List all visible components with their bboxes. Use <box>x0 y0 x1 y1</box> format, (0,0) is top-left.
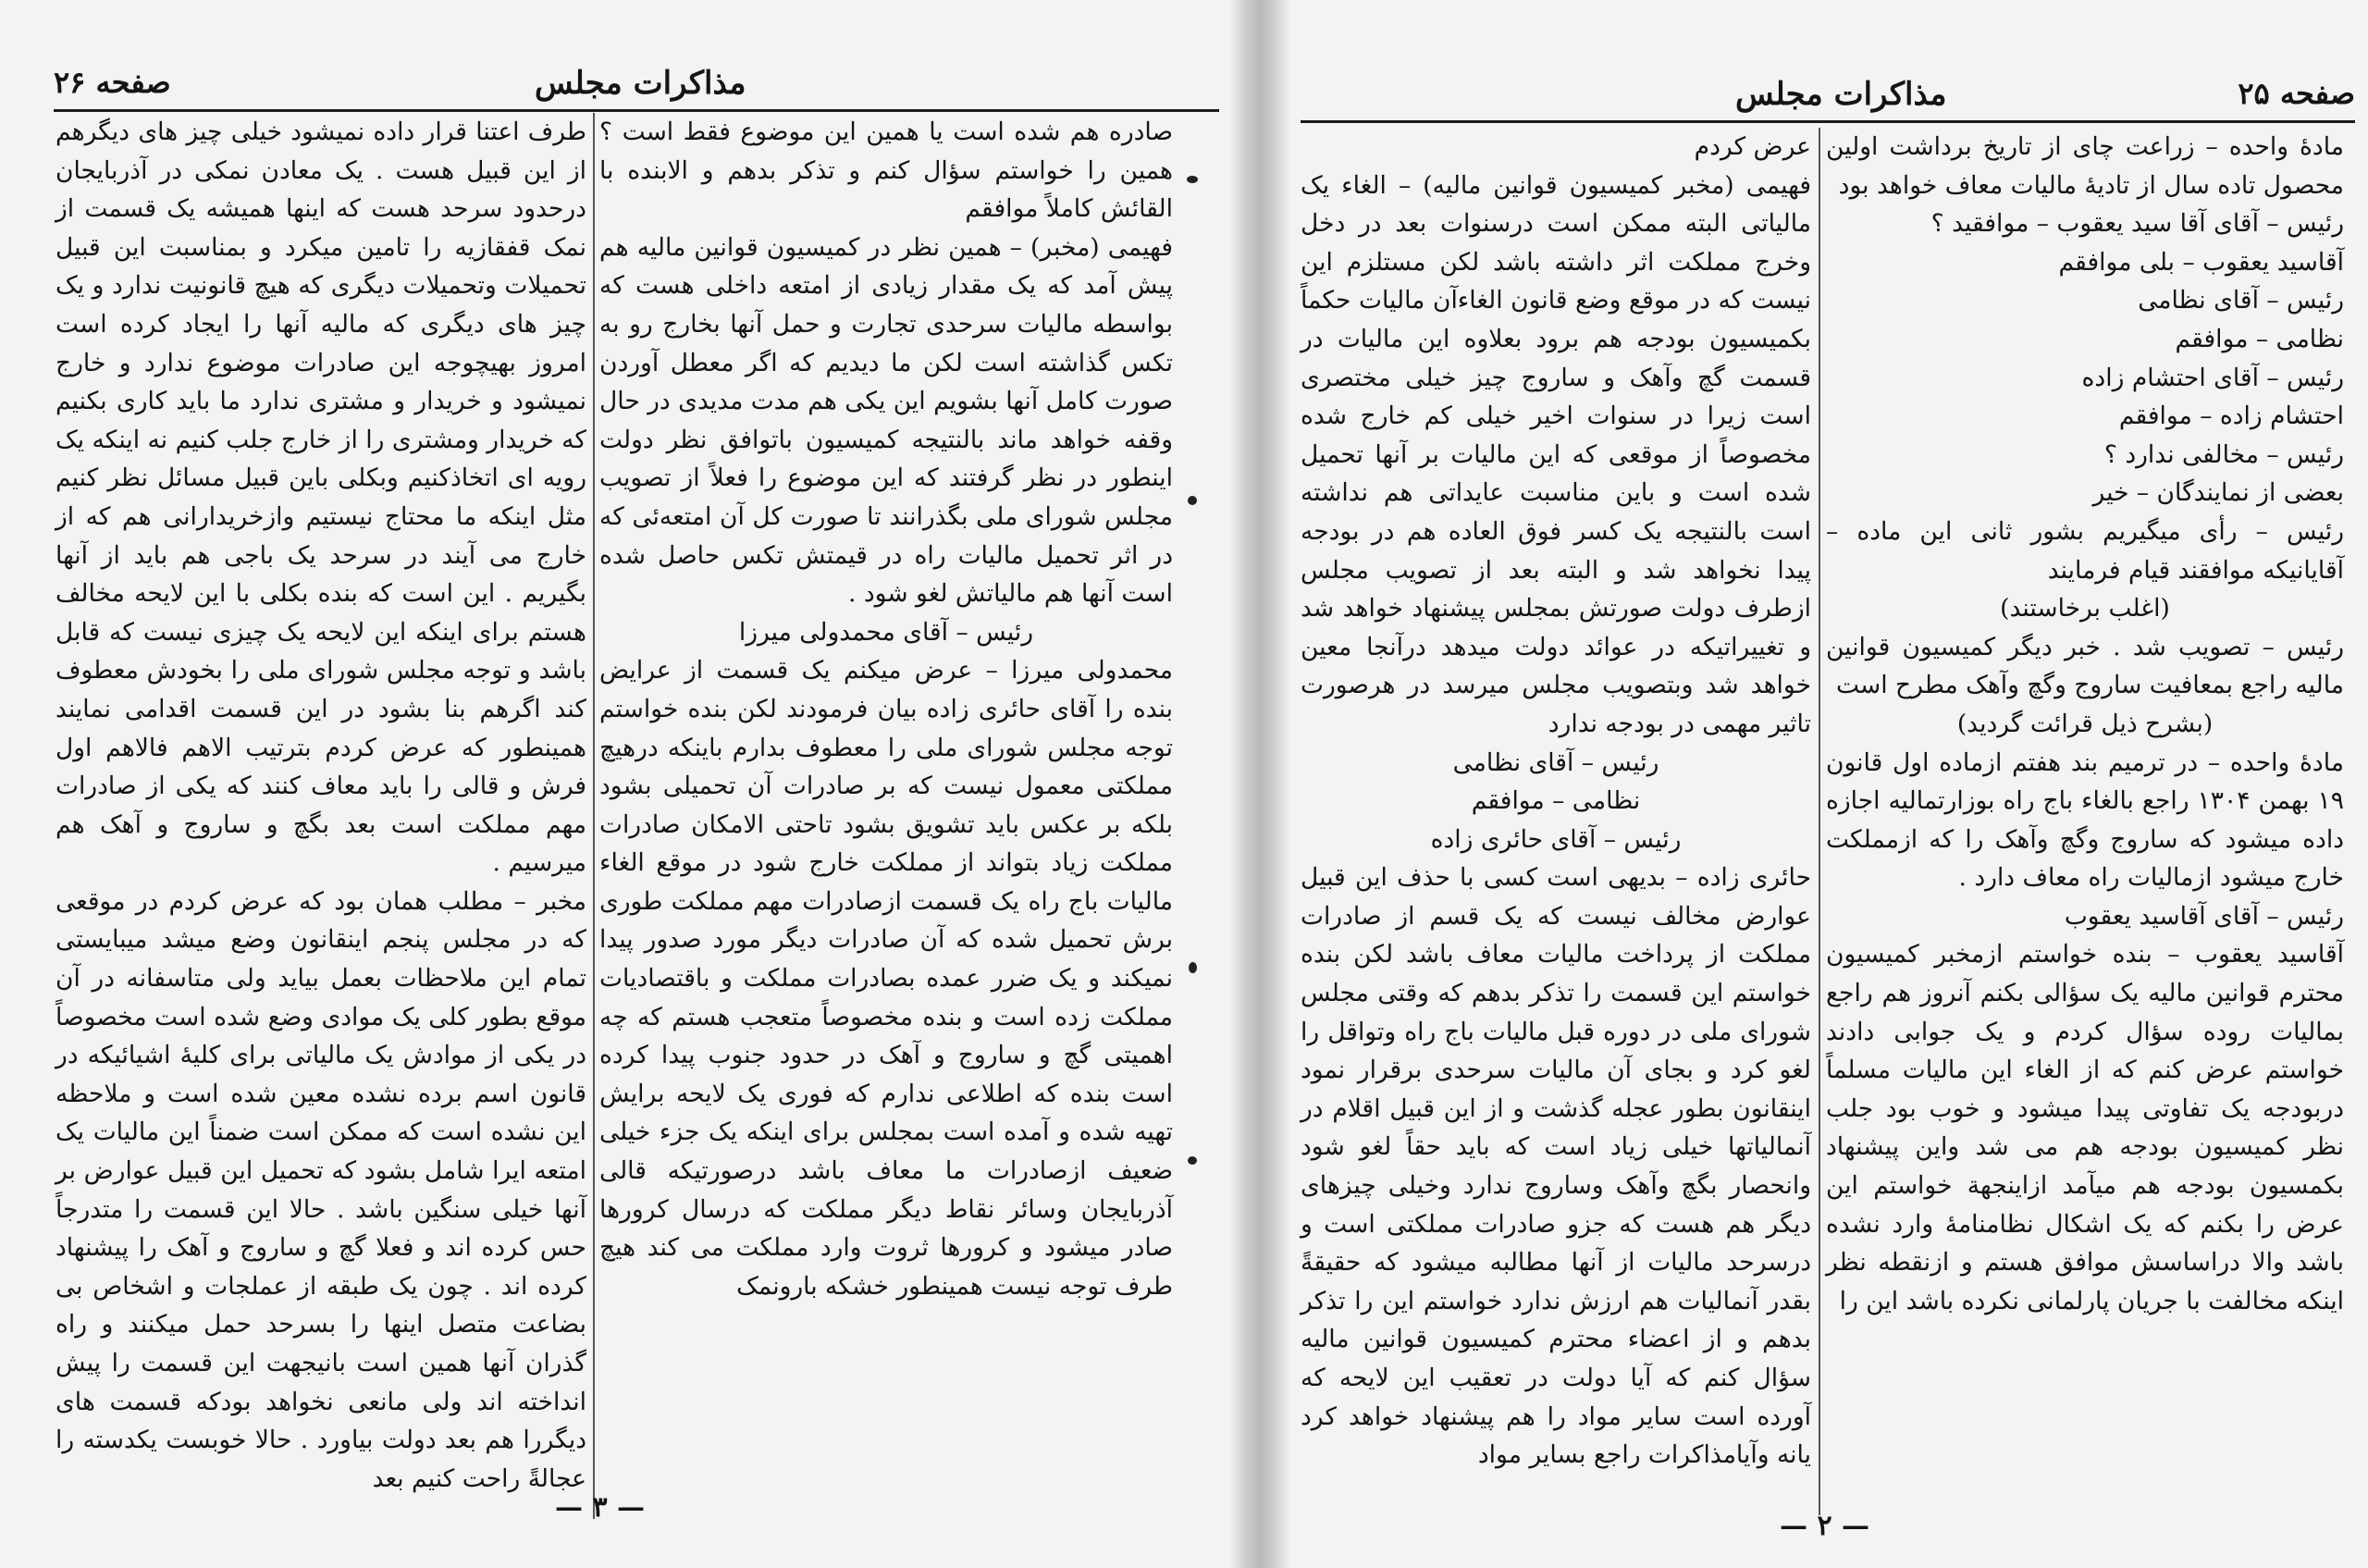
running-title: مذاکرات مجلس <box>535 65 746 102</box>
paragraph: فهیمی (مخبر کمیسیون قوانین مالیه) – الغاء یک مالیاتی البته ممکن است درسنوات بعد در دخل وخرج مملکت اثر داشته باشد لکن مستلزم این نیست که در موقع وضع قانون الغاءآن مالیات حکماً بکمیسیون بودجه هم برود بعلاوه این مالیات در قسمت گچ وآهک و ساروج چیز خیلی مختصری است زیرا در سنوات اخیر خیلی کم خارج شده مخصوصاً از موقعی که این مالیات بر آنها تحمیل شده است و باین مناسبت عایداتی هم نداشته است بالنتیجه یک کسر فوق العاده هم در بودجه پیدا نخواهد شد و البته بعد از تصویب مجلس ازطرف دولت صورتش بمجلس پیشنهاد خواهد شد و تغییراتیکه در عوائد دولت میدهد درآنجا معین خواهد شد وبتصویب مجلس میرسد در هرصورت تاثیر مهمی در بودجه ندارد <box>1301 170 1811 738</box>
paragraph: محمدولی میرزا – عرض میکنم یک قسمت از عرایض بنده را آقای حائری زاده بیان فرمودند لکن بنده خواستم توجه مجلس شورای ملی را معطوف بدارم باینکه درهیچ مملکتی معمول نیست که بر صادرات آن تحمیلی بشود بلکه بر عکس باید تشویق بشود تاحتی الامکان صادرات مملکت زیاد بتواند از مملکت خارج شود در موقع الغاء مالیات باج راه یک قسمت ازصادرات مهم مملکت طوری برش تحمیل شده که آن صادرات دیگر مورد صدور پیدا نمیکند و یک ضرر عمده بصادرات مملکت و باقتصادیات مملکت زده است و بنده مخصوصاً متعجب هستم که چه اهمیتی گچ و ساروج و آهک در حدود جنوب پیدا کرده است بنده که اطلاعی ندارم که فوری یک لایحه برایش تهیه شده و آمده است بمجلس برای اینکه یک جزء خیلی ضعیف ازصادرات ما معاف باشد درصورتیکه قالی آذربایجان وسائر نقاط دیگر مملکت که درسال کرورها صادر میشود و کرورها ثروت وارد مملکت می کند هیچ طرف توجه نیست همینطور خشکه بارونمک <box>599 656 1173 1301</box>
speaker-line: نظامی – موافقم <box>1471 786 1641 816</box>
page-number: صفحه ۲۶ <box>54 65 171 100</box>
speaker-line: آقاسید یعقوب – بلی موافقم <box>2058 247 2344 277</box>
page-25 <box>1289 0 2368 1568</box>
paragraph: عرض کردم <box>1694 132 1811 161</box>
page-footer-number: — ۳ — <box>555 1491 646 1524</box>
paragraph: مادهٔ واحده – در ترمیم بند هفتم ازماده اول قانون ۱۹ بهمن ۱۳۰۴ راجع بالغاء باج راه بوزارتمالیه اجازه داده میشود که ساروج وگچ وآهک را که ازمملکت خارج میشود ازمالیات راه معاف دارد . <box>1826 747 2344 893</box>
speaker-line: رئیس – آقای آقاسید یعقوب <box>2064 901 2344 931</box>
speaker-line: رئیس – آقای نظامی <box>2138 286 2344 315</box>
paragraph: رئیس – رأی میگیریم بشور ثانی این ماده – آقایانیکه موافقند قیام فرمایند <box>1826 516 2344 585</box>
page-header <box>54 61 1219 112</box>
speaker-line: نظامی – موافقم <box>2175 324 2344 353</box>
speaker-line: بعضی از نمایندگان – خیر <box>2092 478 2344 508</box>
paragraph: حائری زاده – بدیهی است کسی با حذف این قبیل عوارض مخالف نیست که یک قسم از صادرات مملکت از پرداخت مالیات معاف باشد لکن بنده خواستم این قسمت را تذکر بدهم که وقتی مجلس شورای ملی در دوره قبل مالیات باج راه وتواقل را لغو کرد و بجای آن مالیات سرحدی برقرار نمود اینقانون بطور عجله گذشت و از این قبیل اقلام در آنمالیاتها خیلی زیاد است که باید حقاً لغو شود وانحصار بگچ وآهک وساروج ندارد وخیلی چیزهای دیگر هم هست که جزو صادرات مملکتی است و درسرحد مالیات از آنها مطالبه میشود که حقیقةً بقدر آنمالیات هم ارزش ندارد خواستم این را تذکر بدهم و از اعضاء محترم کمیسیون قوانین مالیه سؤال کنم که آیا دولت در تعقیب این لایحه که آورده است سایر مواد را هم پیشنهاد خواهد کرد یانه وآیامذاکرات راجع بسایر مواد <box>1301 863 1811 1470</box>
speaker-line: احتشام زاده – موافقم <box>2118 401 2344 431</box>
speaker-call: رئیس – آقای حائری زاده <box>1430 824 1682 854</box>
paragraph: مادهٔ واحده – زراعت چای از تاریخ برداشت اولین محصول تاده سال از تادیهٔ مالیات معاف خواهد بود <box>1826 132 2344 200</box>
running-title: مذاکرات مجلس <box>1735 76 1947 113</box>
text-column-left <box>1301 128 1811 1475</box>
column-divider <box>593 113 595 1519</box>
speaker-call: رئیس – آقای محمدولی میرزا <box>738 617 1034 647</box>
paragraph: مخبر – مطلب همان بود که عرض کردم در موقعی که در مجلس پنجم اینقانون وضع میشد میبایستی تمام این ملاحظات بعمل بیاید ولی متاسفانه در آن موقع بطور کلی یک موادی وضع شده است مخصوصاً در یکی از موادش یک مالیاتی برای کلیهٔ اشیائیکه در قانون اسم برده نشده معین شده است و ملاحظه این نشده است که ممکن است ضمناً این مالیات یک امتعه ایرا شامل بشود که تحمیل این قبیل عوارض بر آنها خیلی سنگین باشد . حالا این قسمت را متدرجاً حس کرده اند و فعلا گچ و ساروج و آهک را پیشنهاد کرده اند . چون یک طبقه از عملجات و اشخاص بی بضاعت متصل اینها را بسرحد حمل میکنند و راه گذران آنها همین است بانیجهت این قسمت را پیش انداخته اند ولی مانعی نخواهد بودکه قسمت های دیگررا هم بعد دولت بیاورد . حالا خوبست یکدسته را عجالةً راحت کنیم بعد <box>56 886 586 1493</box>
speaker-line: رئیس – آقای آقا سید یعقوب – موافقید ؟ <box>1930 209 2344 239</box>
page-number: صفحه ۲۵ <box>2238 76 2355 111</box>
text-column-left <box>56 113 586 1498</box>
paragraph: صادره هم شده است یا همین این موضوع فقط است ؟ همین را خواستم سؤال کنم و تذکر بدهم و الابنده با القائش کاملاً موافقم <box>599 117 1173 224</box>
paragraph: آقاسید یعقوب – بنده خواستم ازمخبر کمیسیون محترم قوانین مالیه یک سؤالی بکنم آنروز هم راجع بمالیات روده سؤال کردم و یک جوابی دادند خواستم عرض کنم که از الغاء این مالیات مسلماً دربودجه یک تفاوتی پیدا میشود و خوب بود جلب نظر کمیسیون بودجه هم می شد واین پیشنهاد بکمسیون بودجه هم میآمد ازاینجهة خواستم این عرض را بکنم که یک اشکال نظامنامهٔ وارد نشده باشد والا دراساسش موافق هستم و ازنقطه نظر اینکه مخالفت با جریان پارلمانی نکرده باشد این را <box>1826 940 2344 1315</box>
paragraph: طرف اعتنا قرار داده نمیشود خیلی چیز های دیگرهم از این قبیل هست . یک معادن نمکی در آذربایجان درحدود سرحد هست که اینها همیشه یک قسمت از نمک قفقازیه را تامین میکرد و بمناسبت این قبیل تحمیلات وتحمیلات دیگری که هیچ قانونیت ندارد و یک چیز های دیگری که مالیه آنها را ایجاد کرده است امروز بهیچوجه این صادرات موضوع ندارد و خارج نمیشود و خریدار و مشتری ندارد ما باید کاری بکنیم که خریدار ومشتری را از خارج جلب کنیم نه اینکه یک رویه ای اتخاذکنیم وبکلی باین قبیل مسائل نظر کنیم مثل اینکه ما محتاج نیستیم وازخریدارانی هم که از خارج می آیند در سرحد یک باجی هم باید از آنها بگیریم . این است که بنده بکلی با این لایحه مخالف هستم برای اینکه این لایحه یک چیزی نیست که قابل باشد و توجه مجلس شورای ملی را بخودش معطوف کند اگرهم بنا بشود در این قسمت اقدامی نمایند همینطور که عرض کردم بترتیب الاهم فالاهم اول فرش و قالی را باید معاف کنند که یکی از صادرات مهم مملکت است بعد بگچ و ساروج و آهک هم میرسیم . <box>56 117 586 878</box>
text-column-right <box>599 113 1173 1305</box>
column-divider <box>1819 128 1820 1515</box>
paragraph: فهیمی (مخبر) – همین نظر در کمیسیون قوانین مالیه هم پیش آمد که یک مقدار زیادی از امتعه داخلی هست که بواسطه مالیات سرحدی تجارت و حمل آنها بخارج رو به تکس گذاشته است لکن ما دیدیم که اگر معطل آوردن صورت کامل آنها بشویم این یکی هم مدت مدیدی در حال وقفه خواهد ماند بالنتیجه کمیسیون باتوافق نظر دولت اینطور در نظر گرفتند که این موضوع را فعلاً از تصویب مجلس شورای ملی بگذرانند تا صورت کل آن امتعه‌ئی که در اثر تحمیل مالیات راه در قیمتش تکس حاصل شده است آنها هم مالیاتش لغو شود . <box>599 232 1173 609</box>
paragraph: رئیس – تصویب شد . خبر دیگر کمیسیون قوانین مالیه راجع بمعافیت ساروج وگچ وآهک مطرح است <box>1826 632 2344 700</box>
text-column-right <box>1826 128 2344 1320</box>
speaker-call: رئیس – آقای نظامی <box>1452 747 1659 777</box>
page-header <box>1301 72 2355 123</box>
speaker-line: رئیس – آقای احتشام زاده <box>2081 363 2344 392</box>
stage-note: (اغلب برخاستند) <box>2000 594 2170 623</box>
stage-note: (بشرح ذیل قرائت گردید) <box>1956 709 2214 738</box>
book-gutter <box>1230 0 1289 1568</box>
speaker-line: رئیس – مخالفی ندارد ؟ <box>2103 439 2344 469</box>
page-footer-number: — ۲ — <box>1780 1510 1870 1542</box>
